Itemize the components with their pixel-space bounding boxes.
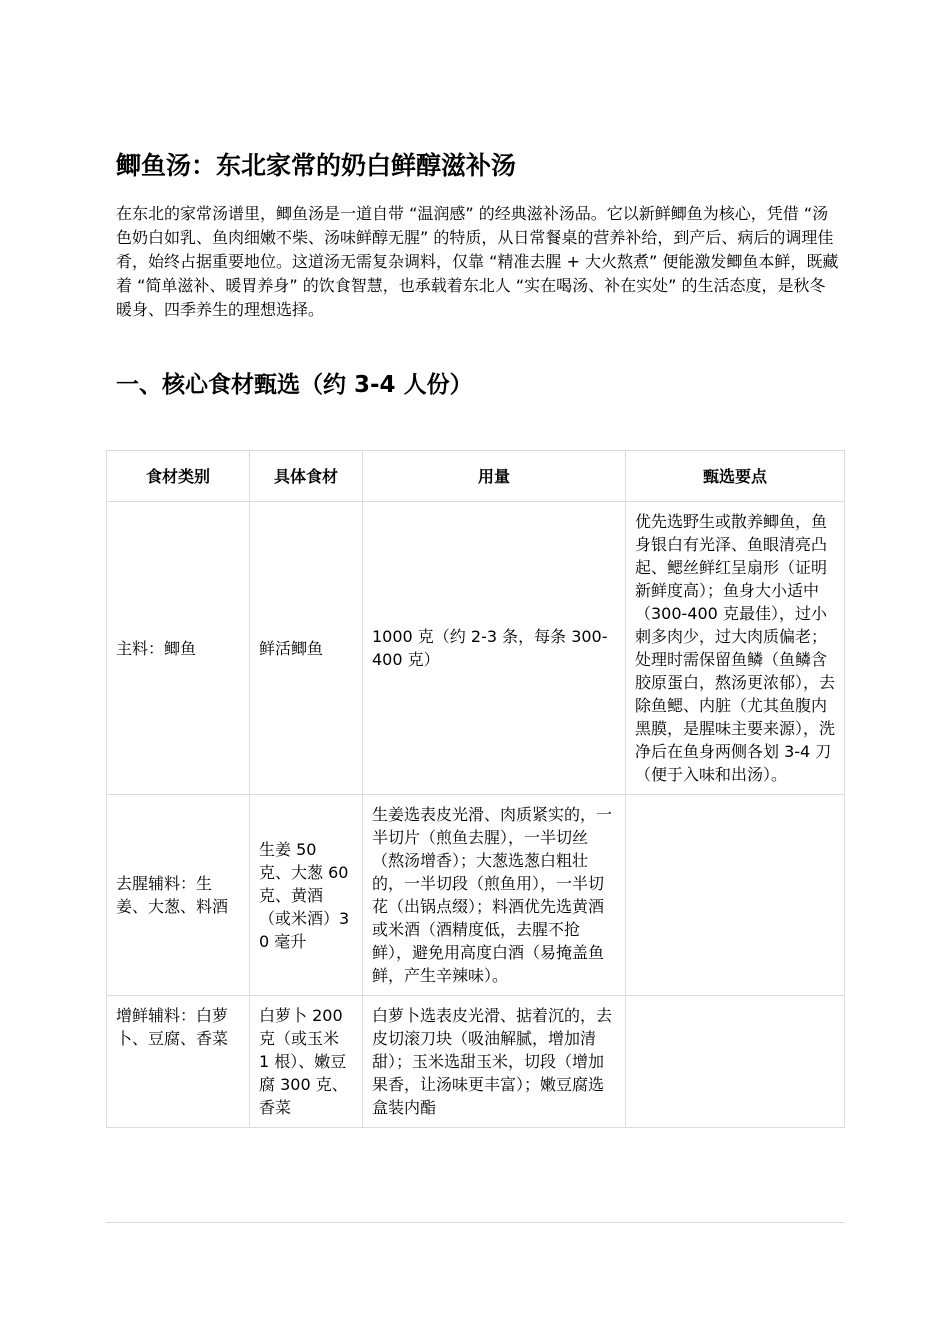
page-title: 鲫鱼汤：东北家常的奶白鲜醇滋补汤: [116, 151, 517, 180]
cell-category: 主料：鲫鱼: [107, 502, 250, 795]
table-row: [107, 996, 845, 1128]
section-heading-ingredients: 一、核心食材甄选（约 3-4 人份）: [116, 372, 473, 398]
header-selection: 甄选要点: [626, 451, 845, 502]
cell-ingredient: 白萝卜 200 克（或玉米 1 根）、嫩豆腐 300 克、香菜: [250, 996, 363, 1128]
cell-category: 去腥辅料：生姜、大葱、料酒: [107, 795, 250, 996]
cell-category: 增鲜辅料：白萝卜、豆腐、香菜: [107, 996, 250, 1128]
cell-amount: 白萝卜选表皮光滑、掂着沉的，去皮切滚刀块（吸油解腻，增加清甜）；玉米选甜玉米，切段（增加果香，让汤味更丰富）；嫩豆腐选盒装内酯: [363, 996, 626, 1128]
cell-ingredient: 生姜 50 克、大葱 60 克、黄酒（或米酒）30 毫升: [250, 795, 363, 996]
cell-ingredient: 鲜活鲫鱼: [250, 502, 363, 795]
cell-selection: [626, 996, 845, 1128]
header-ingredient: 具体食材: [250, 451, 363, 502]
table-header-row: [107, 451, 845, 502]
header-amount: 用量: [363, 451, 626, 502]
table-row: [107, 502, 845, 795]
cell-amount: 1000 克（约 2-3 条，每条 300-400 克）: [363, 502, 626, 795]
ingredients-table: [106, 450, 845, 1128]
ingredients-table-viewport: [106, 450, 845, 1223]
intro-paragraph: 在东北的家常汤谱里，鲫鱼汤是一道自带 “温润感” 的经典滋补汤品。它以新鲜鲫鱼为核心，凭借 “汤色奶白如乳、鱼肉细嫩不柴、汤味鲜醇无腥” 的特质，从日常餐桌的营养补给，到产后、病后的调理佳肴，始终占据重要地位。这道汤无需复杂调料，仅靠 “精准去腥 + 大火熬煮” 便能激发鲫鱼本鲜，既藏着 “简单滋补、暖胃养身” 的饮食智慧，也承载着东北人 “实在喝汤、补在实处” 的生活态度，是秋冬暖身、四季养生的理想选择。: [116, 204, 839, 319]
cell-amount: 生姜选表皮光滑、肉质紧实的，一半切片（煎鱼去腥），一半切丝（熬汤增香）；大葱选葱白粗壮的，一半切段（煎鱼用），一半切花（出锅点缀）；料酒优先选黄酒或米酒（酒精度低，去腥不抢鲜），避免用高度白酒（易掩盖鱼鲜，产生辛辣味）。: [363, 795, 626, 996]
table-bottom-border: [106, 1222, 845, 1223]
header-category: 食材类别: [107, 451, 250, 502]
table-row: [107, 795, 845, 996]
cell-selection: [626, 795, 845, 996]
cell-selection: 优先选野生或散养鲫鱼，鱼身银白有光泽、鱼眼清亮凸起、鳃丝鲜红呈扇形（证明新鲜度高）；鱼身大小适中（300-400 克最佳），过小刺多肉少，过大肉质偏老；处理时需保留鱼鳞（鱼鳞含胶原蛋白，熬汤更浓郁），去除鱼鳃、内脏（尤其鱼腹内黑膜，是腥味主要来源），洗净后在鱼身两侧各划 3-4 刀（便于入味和出汤）。: [626, 502, 845, 795]
